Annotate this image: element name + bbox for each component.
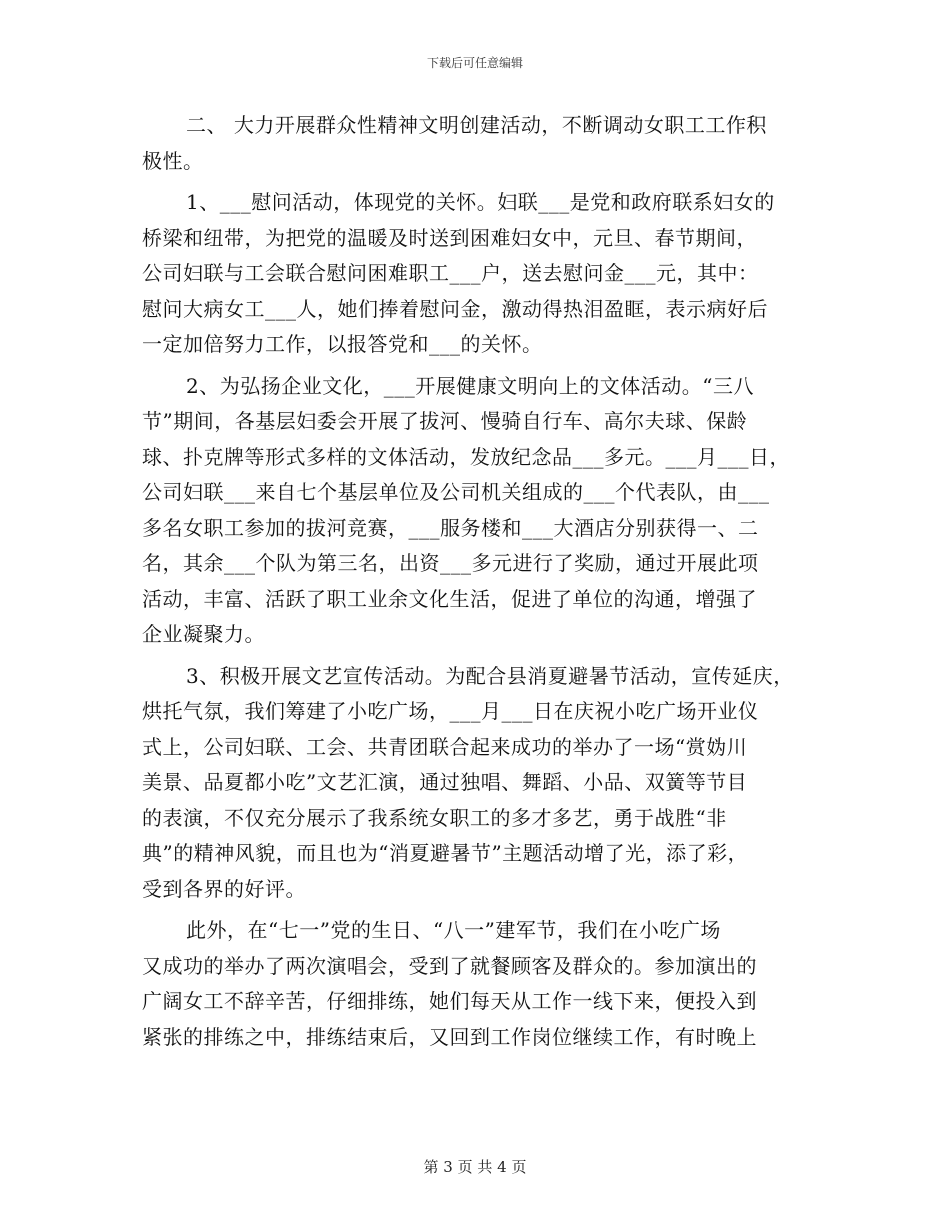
text-line: 球、扑克牌等形式多样的文体活动，发放纪念品___多元。___月___日， [142,444,790,469]
text-line: 一定加倍努力工作，以报答党和___的关怀。 [142,332,543,356]
text-line: 3、积极开展文艺宣传活动。为配合县消夏避暑节活动，宣传延庆， [186,663,794,688]
document-body [142,108,832,1055]
text-line: 式上，公司妇联、工会、共青团联合起来成功的举办了一场“赏妫川 [142,734,748,759]
text-line: 又成功的举办了两次演唱会，受到了就餐顾客及群众的。参加演出的 [142,953,757,978]
text-line: 的表演，不仅充分展示了我系统女职工的多才多艺，勇于战胜“非 [142,805,727,830]
text-line: 活动，丰富、活跃了职工业余文化生活，促进了单位的沟通，增强了 [142,586,757,611]
page-footer: 第 3 页 共 4 页 [423,1158,527,1176]
text-line: 多名女职工参加的拔河竞赛，___服务楼和___大酒店分别获得一、二 [142,515,759,540]
text-line: 1、___慰问活动，体现党的关怀。妇联___是党和政府联系妇女的 [186,190,775,214]
text-line: 名，其余___个队为第三名，出资___多元进行了奖励，通过开展此项 [142,551,759,575]
text-line: 公司妇联与工会联合慰问困难职工___户，送去慰问金___元，其中： [142,261,759,285]
page-header: 下载后可任意编辑 [426,56,523,70]
text-line: 企业凝聚力。 [142,622,265,646]
text-line: 公司妇联___来自七个基层单位及公司机关组成的___个代表队，由___ [142,480,770,504]
text-line: 受到各界的好评。 [142,876,306,901]
text-line: 二、 大力开展群众性精神文明创建活动，不断调动女职工工作积 [186,113,767,137]
text-line: 美景、品夏都小吃”文艺汇演，通过独唱、舞蹈、小品、双簧等节目 [142,770,748,794]
text-line: 极性。 [142,148,204,173]
text-line: 紧张的排练之中，排练结束后，又回到工作岗位继续工作，有时晚上 [142,1024,757,1049]
text-line: 2、为弘扬企业文化，___开展健康文明向上的文体活动。“三八 [186,373,754,398]
text-line: 桥梁和纽带，为把党的温暖及时送到困难妇女中，元旦、春节期间， [142,225,757,250]
text-line: 典”的精神风貌，而且也为“消夏避暑节”主题活动增了光，添了彩， [142,841,749,865]
text-line: 慰问大病女工___人，她们捧着慰问金，激动得热泪盈眶，表示病好后 [142,296,768,321]
text-line: 广阔女工不辞辛苦，仔细排练，她们每天从工作一线下来，便投入到 [142,989,757,1013]
text-line: 烘托气氛，我们筹建了小吃广场，___月___日在庆祝小吃广场开业仪 [142,699,759,723]
text-line: 节”期间，各基层妇委会开展了拔河、慢骑自行车、高尔夫球、保龄 [142,409,748,433]
text-line: 此外，在“七一”党的生日、“八一”建军节，我们在小吃广场 [186,918,721,942]
